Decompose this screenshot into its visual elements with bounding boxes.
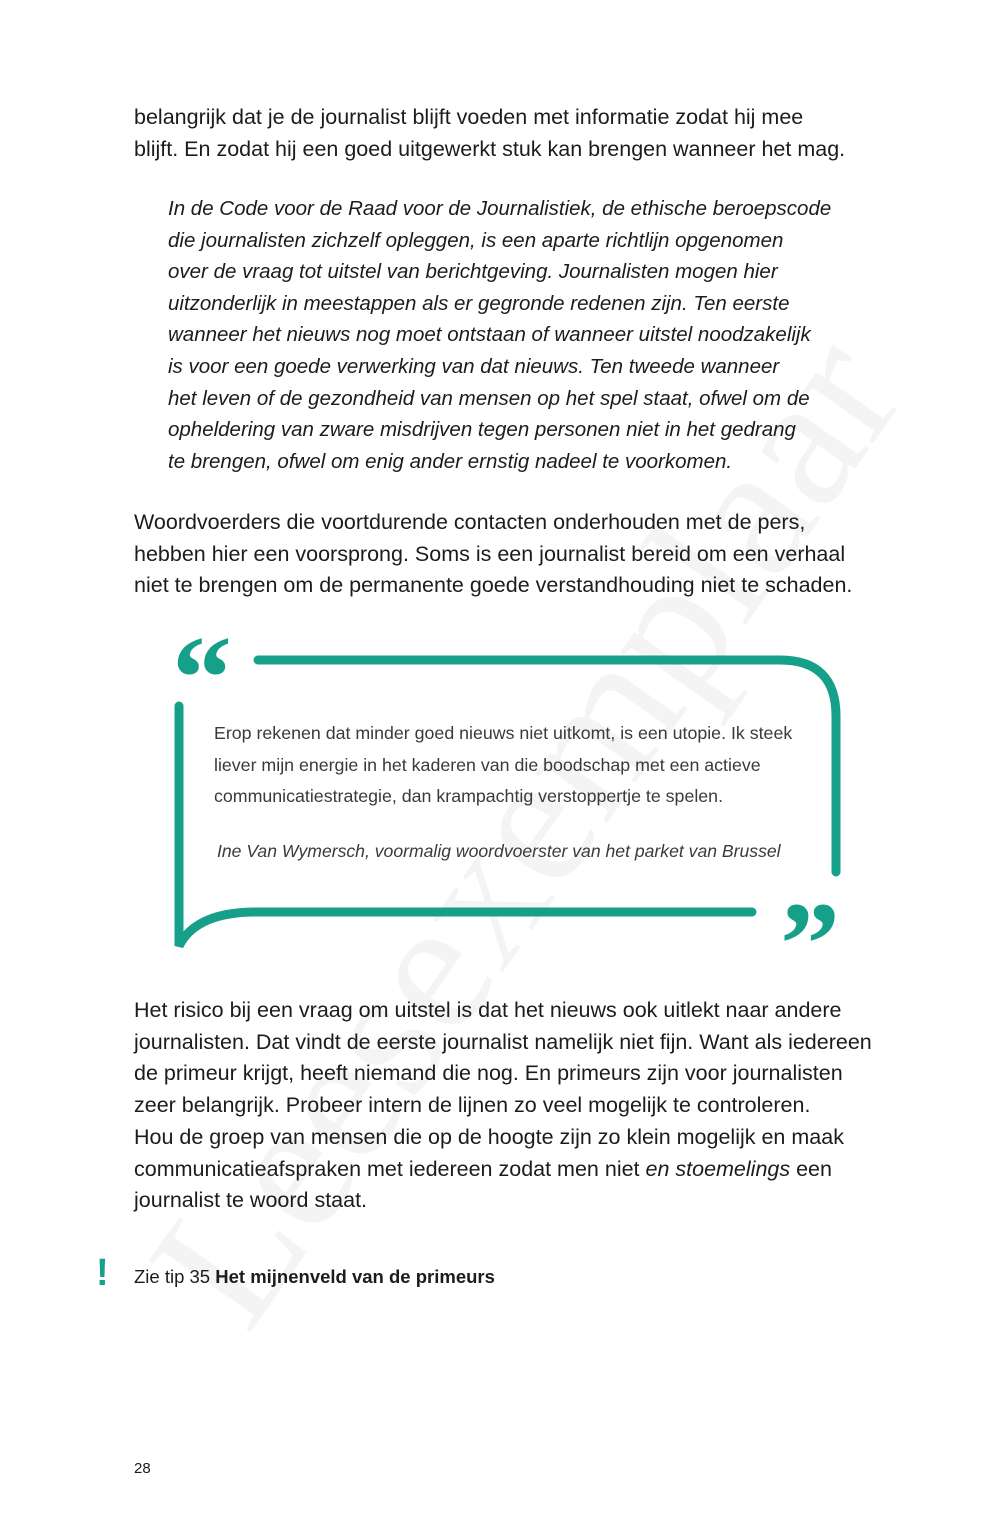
text-line: communicatiestrategie, dan krampachtig verstoppertje te spelen. [214,786,724,806]
callout-source: Ine Van Wymersch, voormalig woordvoerster van het parket van Brussel [217,841,781,861]
text-line: niet te brengen om de permanente goede verstandhouding niet te schaden. [134,573,853,598]
text-line: Woordvoerders die voortdurende contacten onderhouden met de pers, [134,510,806,534]
text-line: zeer belangrijk. Probeer intern de lijnen zo veel mogelijk te controleren. [134,1093,811,1118]
open-quote-icon: “ [172,611,232,744]
tip-prefix: Zie tip 35 [134,1266,216,1287]
italic-phrase: en stoemelings [645,1156,791,1181]
text-line: liever mijn energie in het kaderen van die boodschap met een actieve [214,754,761,775]
close-quote-icon: ” [780,877,840,1010]
text-line: Hou de groep van mensen die op de hoogte zijn zo klein mogelijk en maak [134,1124,844,1149]
text-segment: een [790,1156,832,1181]
paragraph-bottom [134,995,884,1217]
tip-text [134,1266,495,1288]
text-line: hebben hier een voorsprong. Soms is een journalist bereid om een verhaal [134,541,846,566]
text-line: In de Code voor de Raad voor de Journalistiek, de ethische beroepscode [168,197,832,220]
text-line: opheldering van zware misdrijven tegen personen niet in het gedrang [168,418,796,442]
text-line: uitzonderlijk in meestappen als er gegronde redenen zijn. Ten eerste [168,291,790,315]
text-line: de primeur krijgt, heeft niemand die nog. En primeurs zijn voor journalisten [134,1061,843,1086]
text-line: wanneer het nieuws nog moet ontstaan of wanneer uitstel noodzakelijk [168,323,811,347]
text-line: over de vraag tot uitstel van berichtgeving. Journalisten mogen hier [168,260,778,284]
text-segment: communicatieafspraken met iedereen zodat men niet [134,1156,646,1181]
text-line: die journalisten zichzelf opleggen, is een aparte richtlijn opgenomen [168,228,784,252]
text-line: het leven of de gezondheid van mensen op het spel staat, ofwel om de [168,386,810,410]
page-number: 28 [134,1460,151,1477]
text-line: Het risico bij een vraag om uitstel is dat het nieuws ook uitlekt naar andere [134,998,842,1022]
text-line: is voor een goede verwerking van dat nieuws. Ten tweede wanneer [168,354,780,378]
text-line: journalisten. Dat vindt de eerste journalist namelijk niet fijn. Want als iedereen [134,1029,872,1054]
tip-title[interactable]: Het mijnenveld van de primeurs [215,1266,495,1287]
text-line [134,1154,884,1186]
exclamation-icon: ! [96,1252,109,1294]
text-line: belangrijk dat je de journalist blijft voeden met informatie zodat hij mee [134,105,804,129]
text-line: te brengen, ofwel om enig ander ernstig nadeel te voorkomen. [168,449,733,473]
text-line: blijft. En zodat hij een goed uitgewerkt stuk kan brengen wanneer het mag. [134,136,846,161]
text-line: Erop rekenen dat minder goed nieuws niet uitkomt, is een utopie. Ik steek [214,723,793,743]
callout-quote [214,718,814,813]
text-line: journalist te woord staat. [134,1188,368,1213]
